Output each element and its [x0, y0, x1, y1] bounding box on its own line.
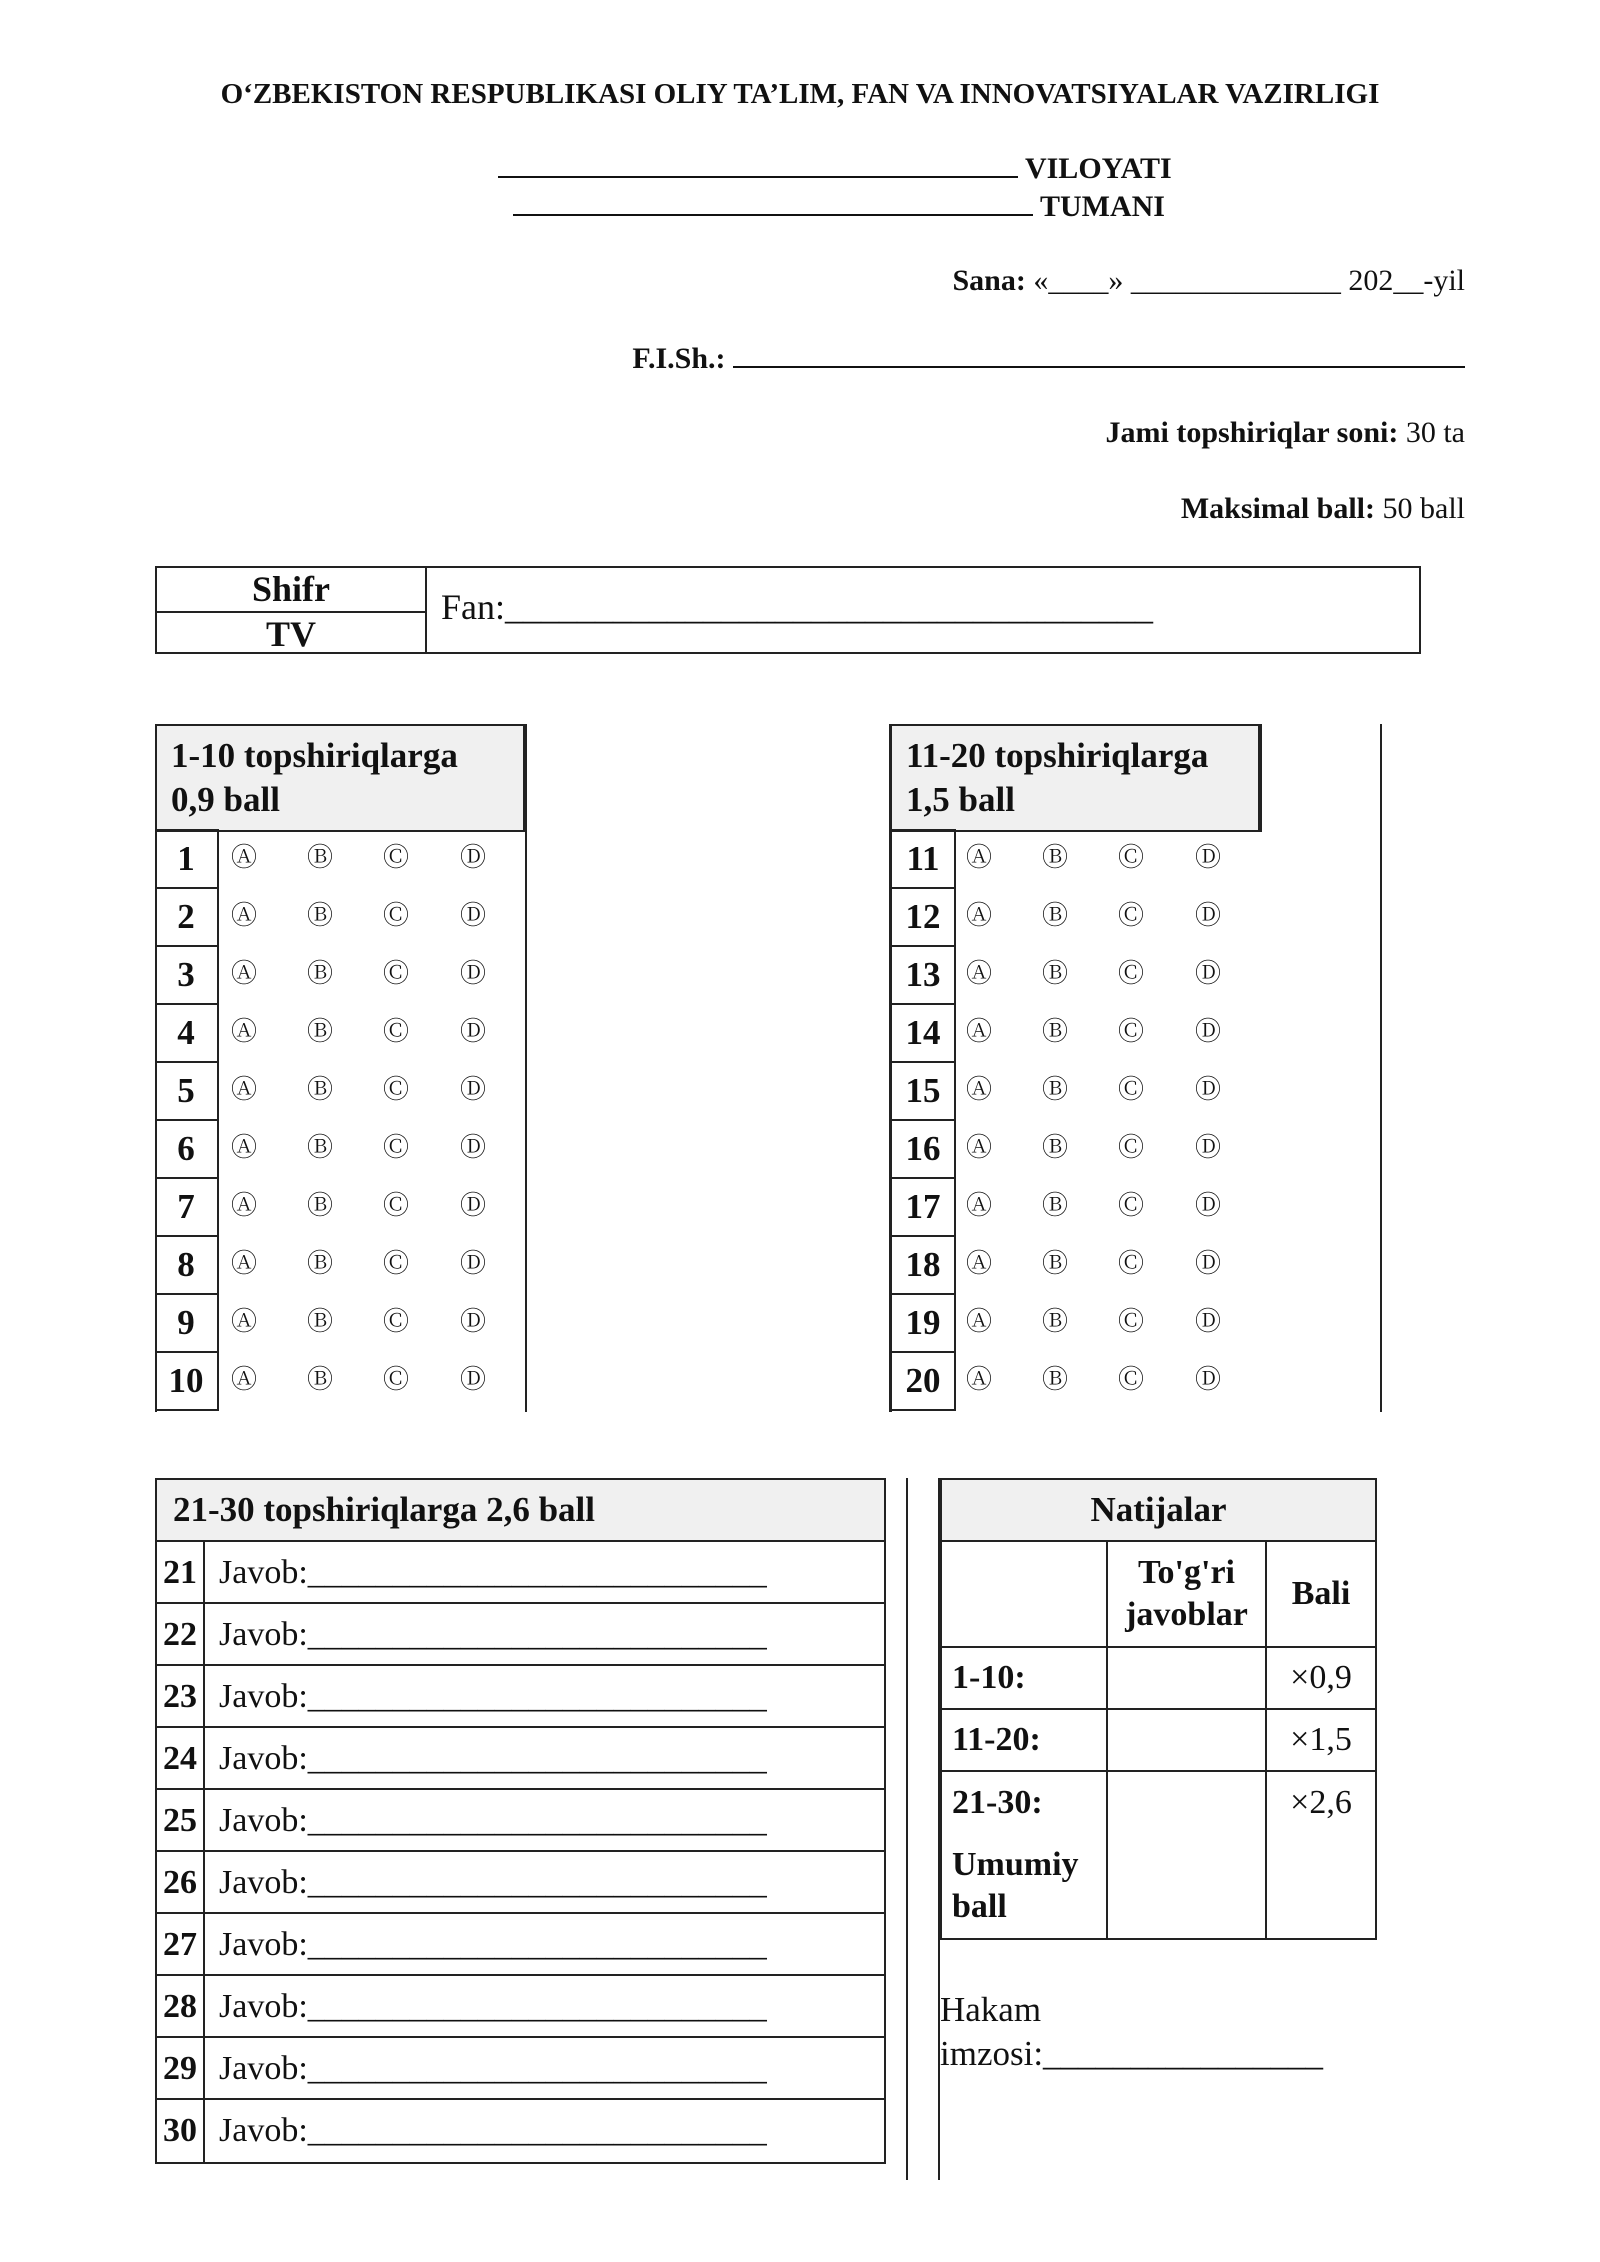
- answer-bubble-c[interactable]: Ⓒ: [383, 1365, 410, 1395]
- answer-bubble-d[interactable]: Ⓓ: [1195, 1133, 1222, 1163]
- mcq-section-1-right-border: [525, 724, 527, 1412]
- date-line: [952, 264, 1465, 298]
- mcq-section-1: [155, 724, 527, 832]
- results-correct-cell[interactable]: [1108, 1772, 1267, 1834]
- results-correct-cell[interactable]: [1108, 1710, 1267, 1770]
- answer-bubble-a[interactable]: Ⓐ: [966, 959, 993, 989]
- answer-bubble-d[interactable]: Ⓓ: [1195, 901, 1222, 931]
- answer-bubble-c[interactable]: Ⓒ: [383, 1191, 410, 1221]
- question-number: 8: [155, 1235, 219, 1295]
- mcq-section-2-right-border: [1380, 724, 1382, 1412]
- answer-bubble-b[interactable]: Ⓑ: [1042, 1075, 1069, 1105]
- mcq-row: [890, 1003, 1262, 1061]
- answer-bubble-c[interactable]: Ⓒ: [383, 901, 410, 931]
- answer-bubble-b[interactable]: Ⓑ: [1042, 1191, 1069, 1221]
- tv-label: TV: [265, 614, 316, 654]
- answer-bubble-c[interactable]: Ⓒ: [1118, 1017, 1145, 1047]
- answer-bubble-d[interactable]: Ⓓ: [460, 1017, 487, 1047]
- judge-signature-line1: Hakam: [940, 1990, 1042, 2029]
- open-answer-row: [157, 2100, 884, 2162]
- total-tasks-value: 30 ta: [1405, 416, 1465, 449]
- total-tasks-label: Jami topshiriqlar soni:: [1105, 416, 1399, 449]
- answer-bubble-a[interactable]: Ⓐ: [966, 1249, 993, 1279]
- answer-bubble-b[interactable]: Ⓑ: [307, 1075, 334, 1105]
- district-line: [513, 188, 1165, 224]
- answer-bubble-b[interactable]: Ⓑ: [1042, 1017, 1069, 1047]
- question-number: 26: [157, 1852, 205, 1912]
- results-multiplier: ×2,6: [1290, 1784, 1352, 1821]
- answer-bubble-d[interactable]: Ⓓ: [1195, 959, 1222, 989]
- answer-bubble-b[interactable]: Ⓑ: [307, 1307, 334, 1337]
- answer-bubble-a[interactable]: Ⓐ: [231, 1133, 258, 1163]
- mcq-row: [155, 945, 525, 1003]
- answer-bubble-a[interactable]: Ⓐ: [966, 1191, 993, 1221]
- answer-bubble-d[interactable]: Ⓓ: [1195, 843, 1222, 873]
- mcq-row: [155, 1061, 525, 1119]
- question-number: 23: [157, 1666, 205, 1726]
- answer-bubble-d[interactable]: Ⓓ: [460, 1249, 487, 1279]
- answer-bubble-a[interactable]: Ⓐ: [966, 1075, 993, 1105]
- answer-bubble-b[interactable]: Ⓑ: [307, 901, 334, 931]
- answer-bubble-c[interactable]: Ⓒ: [1118, 1191, 1145, 1221]
- mcq-row: [155, 829, 525, 887]
- mcq-section-2-rows: [890, 829, 1262, 1409]
- question-number: 7: [155, 1177, 219, 1237]
- answer-bubble-c[interactable]: Ⓒ: [1118, 1133, 1145, 1163]
- answer-bubble-a[interactable]: Ⓐ: [966, 901, 993, 931]
- answer-bubble-d[interactable]: Ⓓ: [460, 901, 487, 931]
- open-answer-row: [157, 1852, 884, 1914]
- answer-bubble-c[interactable]: Ⓒ: [383, 959, 410, 989]
- open-answer-row: [157, 1604, 884, 1666]
- open-answer-row: [157, 1790, 884, 1852]
- results-total-score-cell[interactable]: [1267, 1834, 1375, 1938]
- answer-bubble-d[interactable]: Ⓓ: [460, 1133, 487, 1163]
- judge-signature: [940, 1988, 1323, 2076]
- mcq-section-1-left-border: [155, 724, 157, 1412]
- district-label: TUMANI: [1039, 190, 1165, 223]
- open-answers-rows: [157, 1542, 884, 2162]
- answer-field[interactable]: Javob:___________________________: [219, 2050, 767, 2087]
- results-table: [940, 1478, 1377, 1940]
- results-col-score: Bali: [1291, 1575, 1351, 1612]
- mcq-row: [155, 1235, 525, 1293]
- answer-bubble-c[interactable]: Ⓒ: [1118, 1075, 1145, 1105]
- question-number: 9: [155, 1293, 219, 1353]
- question-number: 13: [889, 945, 956, 1005]
- ministry-title: O‘ZBEKISTON RESPUBLIKASI OLIY TA’LIM, FAN VA INNOVATSIYALAR VAZIRLIGI: [220, 78, 1380, 110]
- answer-field[interactable]: Javob:___________________________: [219, 1678, 767, 1715]
- question-number: 2: [155, 887, 219, 947]
- answer-bubble-c[interactable]: Ⓒ: [383, 1307, 410, 1337]
- region-line: [498, 150, 1172, 186]
- max-score-line: [1181, 492, 1465, 526]
- code-box: [155, 566, 1421, 654]
- question-number: 10: [155, 1351, 219, 1411]
- answer-bubble-a[interactable]: Ⓐ: [231, 843, 258, 873]
- question-number: 1: [155, 829, 219, 889]
- mcq-row: [890, 829, 1262, 887]
- region-label: VILOYATI: [1024, 152, 1172, 185]
- mcq-row: [155, 887, 525, 945]
- question-number: 24: [157, 1728, 205, 1788]
- answer-bubble-d[interactable]: Ⓓ: [460, 1365, 487, 1395]
- answer-bubble-b[interactable]: Ⓑ: [307, 1017, 334, 1047]
- answer-bubble-a[interactable]: Ⓐ: [966, 1307, 993, 1337]
- open-answer-row: [157, 1976, 884, 2038]
- open-answer-row: [157, 1914, 884, 1976]
- answer-bubble-d[interactable]: Ⓓ: [1195, 1249, 1222, 1279]
- answer-bubble-b[interactable]: Ⓑ: [1042, 1133, 1069, 1163]
- answer-bubble-d[interactable]: Ⓓ: [460, 843, 487, 873]
- answer-bubble-a[interactable]: Ⓐ: [231, 1017, 258, 1047]
- answer-bubble-d[interactable]: Ⓓ: [1195, 1365, 1222, 1395]
- question-number: 19: [889, 1293, 956, 1353]
- answer-field[interactable]: Javob:___________________________: [219, 1802, 767, 1839]
- divider-left: [906, 1478, 908, 2180]
- answer-bubble-c[interactable]: Ⓒ: [1118, 843, 1145, 873]
- question-number: 17: [889, 1177, 956, 1237]
- answer-bubble-c[interactable]: Ⓒ: [1118, 1365, 1145, 1395]
- answer-field[interactable]: Javob:___________________________: [219, 1988, 767, 2025]
- name-line: [632, 340, 1465, 376]
- results-header-empty: [942, 1542, 1108, 1646]
- open-answers-heading: 21-30 topshiriqlarga 2,6 ball: [157, 1480, 884, 1542]
- answer-field[interactable]: Javob:___________________________: [219, 2112, 767, 2149]
- answer-bubble-a[interactable]: Ⓐ: [966, 1365, 993, 1395]
- results-correct-cell[interactable]: [1108, 1648, 1267, 1708]
- mcq-row: [890, 1293, 1262, 1351]
- question-number: 3: [155, 945, 219, 1005]
- mcq-section-2-heading: [890, 724, 1262, 832]
- answer-bubble-a[interactable]: Ⓐ: [231, 1365, 258, 1395]
- answer-bubble-c[interactable]: Ⓒ: [1118, 1249, 1145, 1279]
- answer-bubble-c[interactable]: Ⓒ: [383, 1249, 410, 1279]
- results-total-row: [942, 1834, 1375, 1938]
- mcq-row: [155, 1351, 525, 1409]
- subject-field[interactable]: Fan:____________________________________: [441, 587, 1154, 627]
- question-number: 15: [889, 1061, 956, 1121]
- answer-bubble-b[interactable]: Ⓑ: [1042, 1365, 1069, 1395]
- mcq-row: [155, 1293, 525, 1351]
- answer-bubble-b[interactable]: Ⓑ: [307, 959, 334, 989]
- answer-bubble-d[interactable]: Ⓓ: [460, 1191, 487, 1221]
- results-total-correct-cell[interactable]: [1108, 1834, 1267, 1938]
- date-label: Sana:: [952, 264, 1026, 297]
- answer-bubble-c[interactable]: Ⓒ: [1118, 1307, 1145, 1337]
- question-number: 25: [157, 1790, 205, 1850]
- answer-bubble-d[interactable]: Ⓓ: [460, 1075, 487, 1105]
- answer-bubble-d[interactable]: Ⓓ: [1195, 1075, 1222, 1105]
- max-score-label: Maksimal ball:: [1180, 492, 1375, 525]
- answer-bubble-a[interactable]: Ⓐ: [231, 959, 258, 989]
- results-header-row: [942, 1542, 1375, 1648]
- answer-field[interactable]: Javob:___________________________: [219, 1740, 767, 1777]
- answer-bubble-a[interactable]: Ⓐ: [231, 1075, 258, 1105]
- answer-field[interactable]: Javob:___________________________: [219, 1926, 767, 1963]
- results-range: 21-30:: [942, 1772, 1108, 1834]
- answer-bubble-a[interactable]: Ⓐ: [966, 1017, 993, 1047]
- results-col-correct: To'g'ri javoblar: [1108, 1542, 1267, 1646]
- answer-bubble-a[interactable]: Ⓐ: [966, 1133, 993, 1163]
- mcq-section-1-heading: [155, 724, 527, 832]
- answer-bubble-b[interactable]: Ⓑ: [1042, 959, 1069, 989]
- answer-bubble-b[interactable]: Ⓑ: [307, 1365, 334, 1395]
- answer-bubble-c[interactable]: Ⓒ: [383, 1075, 410, 1105]
- results-multiplier: ×1,5: [1290, 1721, 1352, 1758]
- results-multiplier: ×0,9: [1290, 1659, 1352, 1696]
- question-number: 16: [889, 1119, 956, 1179]
- answer-bubble-c[interactable]: Ⓒ: [383, 843, 410, 873]
- mcq-row: [890, 945, 1262, 1003]
- mcq-section-2-heading-line1: 11-20 topshiriqlarga: [906, 736, 1209, 775]
- question-number: 22: [157, 1604, 205, 1664]
- results-row: [942, 1710, 1375, 1772]
- code-column: [157, 568, 427, 652]
- answer-field[interactable]: Javob:___________________________: [219, 1864, 767, 1901]
- district-blank[interactable]: [513, 188, 1033, 216]
- question-number: 4: [155, 1003, 219, 1063]
- question-number: 27: [157, 1914, 205, 1974]
- answer-bubble-b[interactable]: Ⓑ: [1042, 1249, 1069, 1279]
- answer-bubble-b[interactable]: Ⓑ: [307, 1249, 334, 1279]
- mcq-row: [890, 887, 1262, 945]
- answer-bubble-a[interactable]: Ⓐ: [231, 1307, 258, 1337]
- name-label: F.I.Sh.:: [632, 342, 726, 375]
- open-answers-table: [155, 1478, 886, 2164]
- question-number: 28: [157, 1976, 205, 2036]
- answer-bubble-b[interactable]: Ⓑ: [307, 1191, 334, 1221]
- answer-bubble-b[interactable]: Ⓑ: [307, 1133, 334, 1163]
- question-number: 6: [155, 1119, 219, 1179]
- answer-bubble-a[interactable]: Ⓐ: [966, 843, 993, 873]
- mcq-section-2: [890, 724, 1262, 832]
- mcq-row: [890, 1061, 1262, 1119]
- open-answer-row: [157, 1666, 884, 1728]
- answer-bubble-c[interactable]: Ⓒ: [1118, 959, 1145, 989]
- name-field[interactable]: [733, 340, 1465, 368]
- answer-bubble-d[interactable]: Ⓓ: [1195, 1307, 1222, 1337]
- results-row: [942, 1648, 1375, 1710]
- region-blank[interactable]: [498, 150, 1018, 178]
- answer-bubble-a[interactable]: Ⓐ: [231, 1249, 258, 1279]
- mcq-section-1-rows: [155, 829, 527, 1409]
- judge-signature-line2[interactable]: imzosi:________________: [940, 2034, 1324, 2073]
- mcq-row: [155, 1177, 525, 1235]
- mcq-row: [155, 1003, 525, 1061]
- results-range: 11-20:: [942, 1710, 1108, 1770]
- mcq-section-1-heading-line1: 1-10 topshiriqlarga: [171, 736, 458, 775]
- answer-bubble-b[interactable]: Ⓑ: [1042, 901, 1069, 931]
- answer-bubble-d[interactable]: Ⓓ: [460, 1307, 487, 1337]
- max-score-value: 50 ball: [1382, 492, 1465, 525]
- question-number: 29: [157, 2038, 205, 2098]
- question-number: 14: [889, 1003, 956, 1063]
- date-value[interactable]: «____» ______________ 202__-yil: [1033, 264, 1465, 297]
- mcq-row: [890, 1235, 1262, 1293]
- shifr-label: Shifr: [157, 568, 425, 613]
- answer-bubble-b[interactable]: Ⓑ: [1042, 843, 1069, 873]
- open-answer-row: [157, 1728, 884, 1790]
- answer-bubble-d[interactable]: Ⓓ: [1195, 1191, 1222, 1221]
- answer-bubble-a[interactable]: Ⓐ: [231, 1191, 258, 1221]
- results-total-label: Umumiy ball: [942, 1834, 1108, 1938]
- mcq-row: [890, 1351, 1262, 1409]
- mcq-row: [155, 1119, 525, 1177]
- results-row: [942, 1772, 1375, 1834]
- question-number: 20: [889, 1351, 956, 1411]
- mcq-section-1-heading-line2: 0,9 ball: [171, 780, 280, 819]
- mcq-section-2-heading-line2: 1,5 ball: [906, 780, 1015, 819]
- total-tasks-line: [1106, 416, 1465, 450]
- question-number: 21: [157, 1542, 205, 1602]
- mcq-row: [890, 1119, 1262, 1177]
- mcq-section-2-left-border: [889, 724, 892, 1412]
- question-number: 30: [157, 2100, 205, 2162]
- question-number: 18: [889, 1235, 956, 1295]
- answer-bubble-a[interactable]: Ⓐ: [231, 901, 258, 931]
- answer-field[interactable]: Javob:___________________________: [219, 1554, 767, 1591]
- question-number: 5: [155, 1061, 219, 1121]
- answer-bubble-b[interactable]: Ⓑ: [307, 843, 334, 873]
- open-answer-row: [157, 1542, 884, 1604]
- question-number: 12: [889, 887, 956, 947]
- question-number: 11: [889, 829, 956, 889]
- answer-bubble-d[interactable]: Ⓓ: [460, 959, 487, 989]
- answer-bubble-c[interactable]: Ⓒ: [383, 1133, 410, 1163]
- answer-bubble-c[interactable]: Ⓒ: [1118, 901, 1145, 931]
- answer-bubble-b[interactable]: Ⓑ: [1042, 1307, 1069, 1337]
- open-answer-row: [157, 2038, 884, 2100]
- results-title: Natijalar: [942, 1480, 1375, 1542]
- mcq-row: [890, 1177, 1262, 1235]
- answer-bubble-d[interactable]: Ⓓ: [1195, 1017, 1222, 1047]
- answer-bubble-c[interactable]: Ⓒ: [383, 1017, 410, 1047]
- answer-field[interactable]: Javob:___________________________: [219, 1616, 767, 1653]
- results-range: 1-10:: [942, 1648, 1108, 1708]
- results-rows: [942, 1648, 1375, 1834]
